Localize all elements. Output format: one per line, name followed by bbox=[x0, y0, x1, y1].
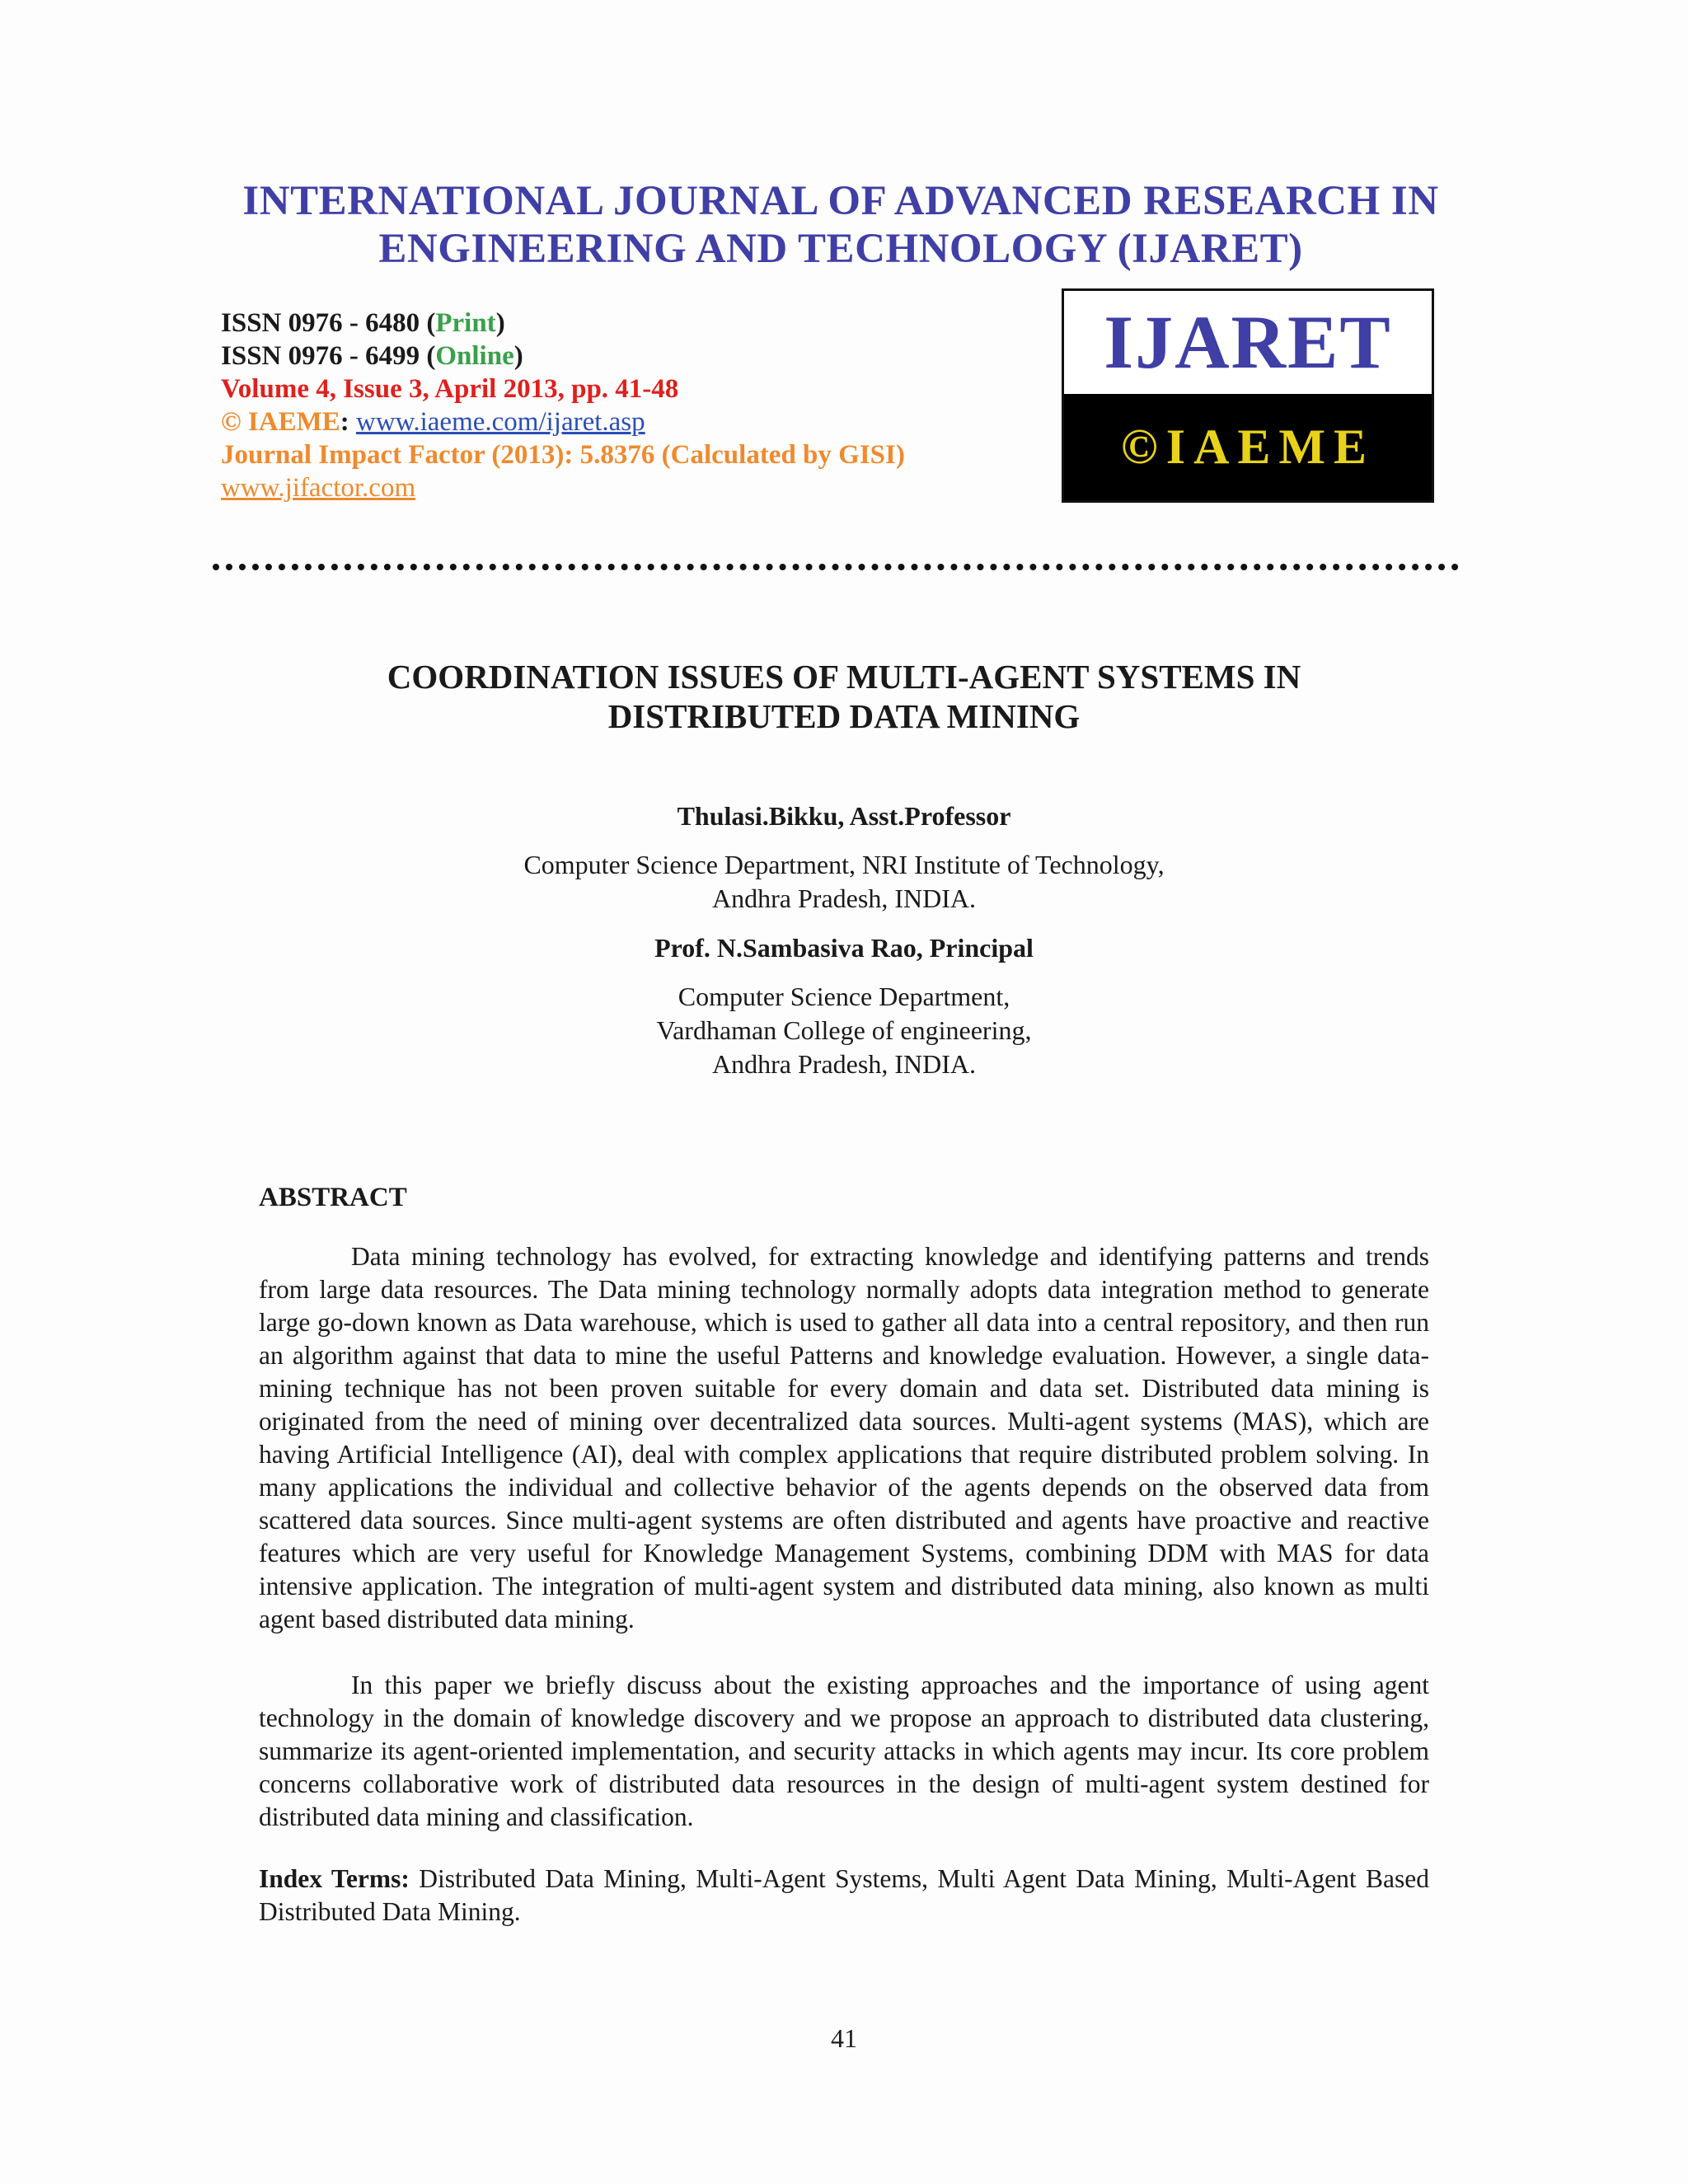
index-terms bbox=[259, 1863, 1429, 1929]
author-affiliation: Computer Science Department, NRI Institute of Technology, bbox=[523, 850, 1165, 879]
paper-title: COORDINATION ISSUES OF MULTI-AGENT SYSTEMS IN DISTRIBUTED DATA MINING bbox=[387, 658, 1301, 735]
issn-online: ISSN 0976 - 6499 (Online) bbox=[221, 341, 523, 371]
journal-meta bbox=[221, 307, 1045, 504]
author-1 bbox=[330, 799, 1358, 916]
journal-title-line1: INTERNATIONAL JOURNAL OF ADVANCED RESEARCH IN bbox=[242, 178, 1439, 224]
index-terms-text: Distributed Data Mining, Multi-Agent Systems, Multi Agent Data Mining, Multi-Agent Based Distributed Data Mining. bbox=[259, 1864, 1429, 1926]
author-affiliation: Andhra Pradesh, INDIA. bbox=[712, 1049, 976, 1079]
author-affiliation: Andhra Pradesh, INDIA. bbox=[712, 883, 976, 913]
journal-title bbox=[223, 177, 1459, 273]
author-2 bbox=[330, 931, 1358, 1081]
author-affiliation: Computer Science Department, bbox=[678, 982, 1010, 1011]
jifactor-link[interactable]: www.jifactor.com bbox=[221, 473, 416, 503]
index-terms-label: Index Terms: bbox=[259, 1864, 410, 1893]
page-number: 41 bbox=[831, 2023, 857, 2053]
author-name: Thulasi.Bikku, Asst.Professor bbox=[677, 801, 1011, 831]
issn-print: ISSN 0976 - 6480 (Print) bbox=[221, 308, 505, 338]
author-affiliation: Vardhaman College of engineering, bbox=[656, 1015, 1032, 1045]
logo-bottom-text: ©IAEME bbox=[1064, 394, 1432, 500]
journal-url-link[interactable]: www.iaeme.com/ijaret.asp bbox=[356, 407, 645, 437]
abstract-paragraph-2: In this paper we briefly discuss about the existing approaches and the importance of using agent technology in the domain of knowledge discovery and we propose an approach to distributed data clustering, summarize its agent-oriented implementation, and security attacks in which agents may incur. Its core problem concerns collaborative work of distributed data resources in the design of multi-agent system destined for distributed data mining and classification. bbox=[259, 1671, 1429, 1831]
author-name: Prof. N.Sambasiva Rao, Principal bbox=[654, 933, 1034, 963]
dotted-divider bbox=[213, 564, 1459, 570]
journal-title-line2: ENGINEERING AND TECHNOLOGY (IJARET) bbox=[378, 226, 1303, 272]
abstract-heading: ABSTRACT bbox=[259, 1183, 407, 1212]
impact-factor: Journal Impact Factor (2013): 5.8376 (Calculated by GISI) bbox=[221, 440, 905, 470]
logo-top-text: IJARET bbox=[1104, 300, 1392, 384]
ijaret-logo bbox=[1062, 288, 1434, 503]
volume-info: Volume 4, Issue 3, April 2013, pp. 41-48 bbox=[221, 374, 679, 404]
abstract-paragraph-1: Data mining technology has evolved, for extracting knowledge and identifying patterns and trends from large data resources. The Data mining technology normally adopts data integration method to generate large go-down known as Data warehouse, which is used to gather all data into a central repository, and then run an algorithm against that data to mine the useful Patterns and knowledge evaluation. However, a single data-mining technique has not been proven suitable for every domain and data set. Distributed data mining is originated from the need of mining over decentralized data sources. Multi-agent systems (MAS), which are having Artificial Intelligence (AI), deal with complex applications that require distributed problem solving. In many applications the individual and collective behavior of the agents depends on the observed data from scattered data sources. Since multi-agent systems are often distributed and agents have proactive and reactive features which are very useful for Knowledge Management Systems, combining DDM with MAS for data intensive application. The integration of multi-agent system and distributed data mining, also known as multi agent based distributed data mining. bbox=[259, 1242, 1429, 1633]
copyright-line: © IAEME: www.iaeme.com/ijaret.asp bbox=[221, 407, 645, 437]
